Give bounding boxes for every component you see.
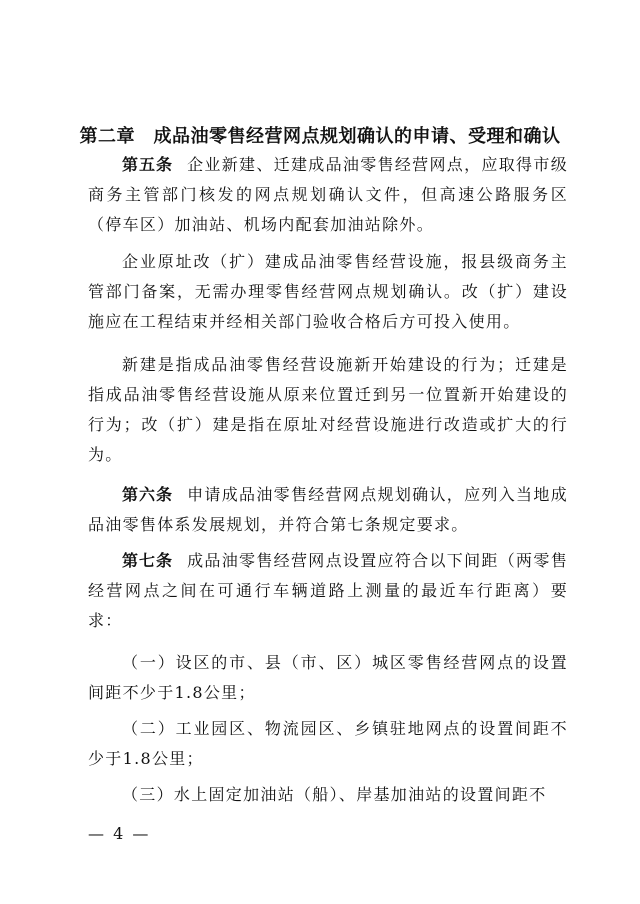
item-2-text: （二）工业园区、物流园区、乡镇驻地网点的设置间距不少于1.8公里； xyxy=(88,719,568,768)
definition-text: 新建是指成品油零售经营设施新开始建设的行为；迁建是指成品油零售经营设施从原来位置迁到另一位置新开始建设的行为；改（扩）建是指在原址对经营设施进行改造或扩大的行为。 xyxy=(88,355,568,464)
definition-paragraph xyxy=(88,350,568,470)
item-3-text: （三）水上固定加油站（船）、岸基加油站的设置间距不 xyxy=(122,785,547,804)
item-2-paragraph xyxy=(88,714,568,774)
article-6-paragraph xyxy=(88,480,568,540)
article-7-label: 第七条 xyxy=(122,551,174,570)
article-7-paragraph xyxy=(88,546,568,636)
article-6-text: 申请成品油零售经营网点规划确认，应列入当地成品油零售体系发展规划，并符合第七条规定要求。 xyxy=(88,485,568,534)
article-5-text: 企业新建、迁建成品油零售经营网点，应取得市级商务主管部门核发的网点规划确认文件，但高速公路服务区（停车区）加油站、机场内配套加油站除外。 xyxy=(88,155,568,234)
item-1-text: （一）设区的市、县（市、区）城区零售经营网点的设置间距不少于1.8公里； xyxy=(88,653,568,702)
page-number: — 4 — xyxy=(88,824,151,843)
renovation-text: 企业原址改（扩）建成品油零售经营设施，报县级商务主管部门备案，无需办理零售经营网点规划确认。改（扩）建设施应在工程结束并经相关部门验收合格后方可投入使用。 xyxy=(88,252,568,331)
chapter-title: 第二章 成品油零售经营网点规划确认的申请、受理和确认 xyxy=(79,126,561,147)
item-1-paragraph xyxy=(88,648,568,708)
article-5-paragraph xyxy=(88,150,568,240)
article-5-label: 第五条 xyxy=(122,155,174,174)
article-7-text: 成品油零售经营网点设置应符合以下间距（两零售经营网点之间在可通行车辆道路上测量的最近车行距离）要求： xyxy=(88,551,568,630)
renovation-paragraph xyxy=(88,247,568,337)
item-3-paragraph xyxy=(88,780,568,810)
article-6-label: 第六条 xyxy=(122,485,174,504)
